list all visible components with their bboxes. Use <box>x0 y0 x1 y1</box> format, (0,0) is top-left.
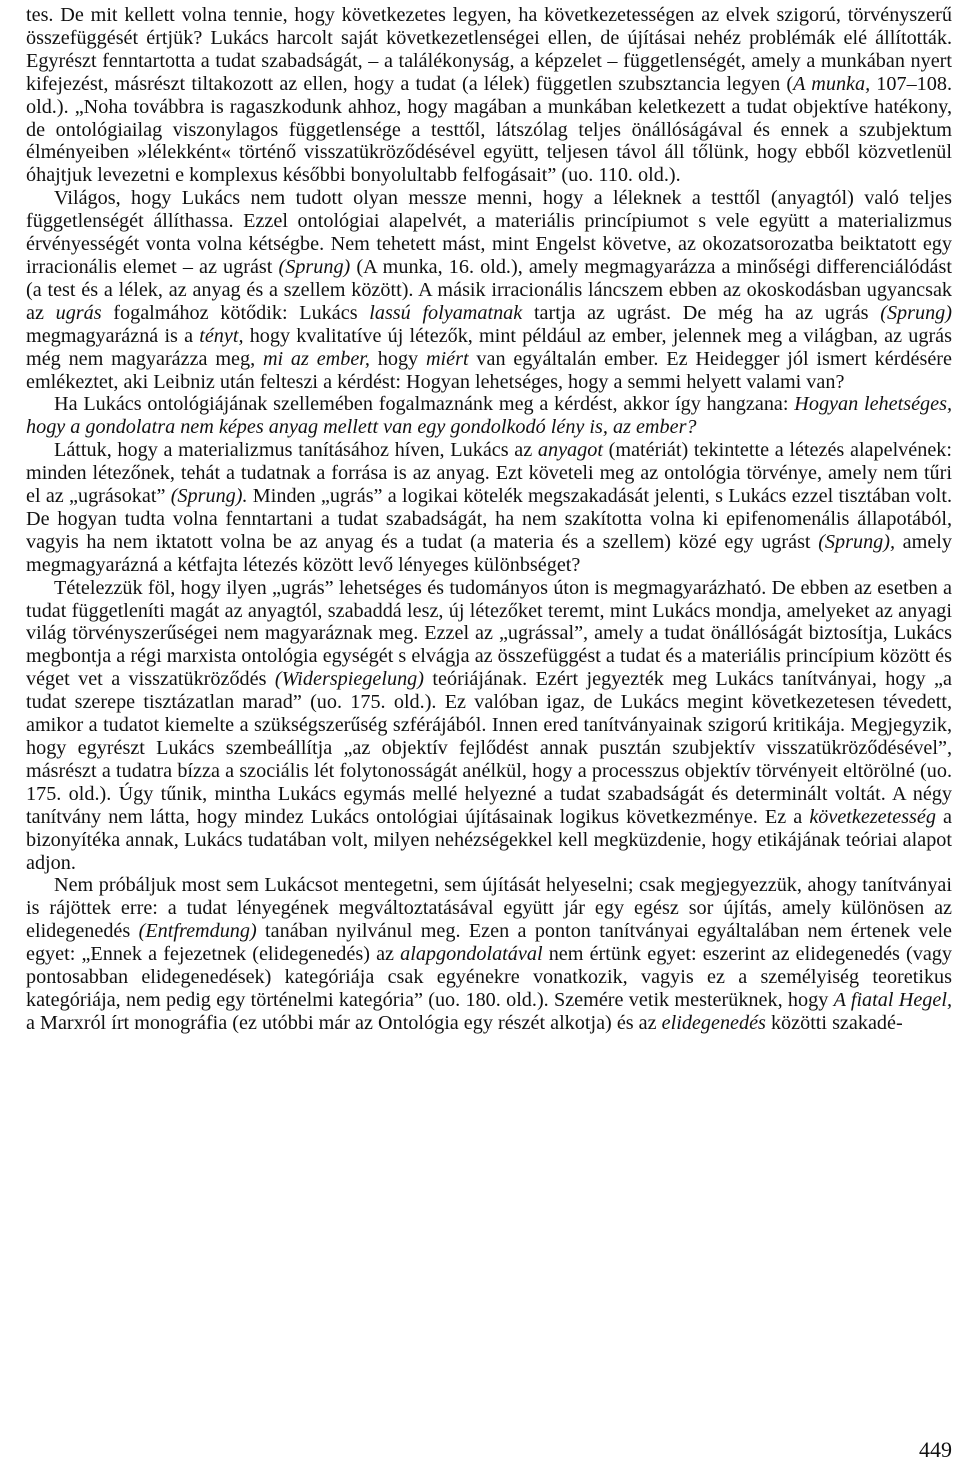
paragraph <box>26 393 952 439</box>
text-run: teóriájának. Ezért jegyezték meg Lukács tanítványai, hogy „a tudat szerepe tisztázatlan marad” (uo. 175. old.). Ez valóban igaz, de Lukács megint következetesen tévedett, amikor a tudatot kiemelte a szükségszerűség szférájából. Innen ered tanítványainak szigorú kritikája. Megjegyzik, hogy egyrészt Lukács szembeállítja „az objektív fejlődést annak pusztán szubjektív visszatükröződésével”, másrészt a tudatra bízza a szociális lét folytonosságát anélkül, hogy a processzus objektív törvényeit eltörölné (uo. 175. old.). Úgy tűnik, mintha Lukács egymás mellé helyezné a tudat szabadságát és determinált voltát. A négy tanítvány nem látta, hogy mindez Lukács ontológiai újításainak logikus következménye. Ez a <box>26 668 952 828</box>
paragraph <box>26 874 952 1034</box>
italic-text: Hogyan lehetséges, hogy a gondolatra nem képes anyag mellett van egy gondolkodó lény is, az ember? <box>26 393 952 439</box>
italic-text: ugrás <box>55 301 102 324</box>
italic-text: A fiatal Hegel, <box>833 988 952 1011</box>
text-run: megmagyarázná is a <box>26 324 200 347</box>
text-run: fogalmához kötődik: Lukács <box>101 301 370 324</box>
italic-text: lassú folyamatnak <box>369 301 523 324</box>
italic-text: alapgondolatával <box>400 943 543 966</box>
italic-text: mi az ember, <box>262 347 370 370</box>
text-run: hogy <box>369 347 426 370</box>
paragraph <box>26 4 952 187</box>
italic-text: anyagot <box>537 439 603 462</box>
italic-text: (Sprung) <box>880 301 952 324</box>
text-run: tes. De mit kellett volna tennie, hogy következetes legyen, ha következetességen az elvek szigorú, törvényszerű összefüggését értjük? Lukács harcolt saját következetlenségei ellen, de újításai nehéz problémák elé állították. Egyrészt fenntartotta a tudat szabadságát, – a találékonyság, a képzelet – függetlenségét, amely a munkában nyert kifejezést, másrészt tiltakozott az ellen, hogy a tudat (a lélek) független szubsztancia legyen ( <box>26 4 952 95</box>
paragraph <box>26 187 952 393</box>
text-run: Ha Lukács ontológiájának szellemében fogalmaznánk meg a kérdést, akkor így hangzana: <box>54 393 795 416</box>
paragraph <box>26 577 952 875</box>
italic-text: (Sprung) <box>278 255 351 278</box>
text-run: a Marxról írt monográfia (ez utóbbi már az Ontológia egy részét alkotja) és az <box>26 1011 662 1034</box>
text-run: Tételezzük föl, hogy ilyen „ugrás” lehetséges és tudományos úton is megmagyarázható. De ebben az esetben a tudat függetleníti magát az anyagtól, szabaddá lesz, új létezőket teremt, mint Lukács mondja, amelyeket az anyagi világ törvényszerűségei nem magyaráznak meg. Ezzel az „ugrással”, amely a tudat önállóságát biztosítja, Lukács megbontja a régi marxista ontológia egységét s elvágja az összefüggést a tudat és a materiális princípium között és véget vet a visszatükröződés <box>26 576 952 691</box>
text-run: Minden „ugrás” a logikai kötelék megszakadását jelenti, s Lukács ezzel tisztában volt. De hogyan tudta volna fenntartani a tudat szabadságát, ha nem szakította volna ki epifenomenális állapotából, vagyis ha nem iktatott volna be az anyag és a tudat (a materia és a szellem) közé egy ugrást <box>26 485 952 553</box>
italic-text: A munka, <box>793 72 871 95</box>
text-run: (matériát) tekintette a létezés alapelvének: minden létezőnek, tehát a tudatnak a forrása is az anyag. Ezt követeli meg az ontológia törvénye, amely nem tűri el az „ugrásokat” <box>26 439 952 508</box>
text-run: (A munka, 16. old.), amely megmagyarázza a minőségi differenciálódást (a test és a lélek, az anyag és a szellem között). A másik irracionális láncszem ebben az okoskodásban ugyancsak az <box>26 255 952 324</box>
italic-text: (Widerspiegelung) <box>274 668 425 691</box>
text-run: nem értünk egyet: eszerint az elidegenedés (vagy pontosabban elidegenedések) kategóriája csak egyénekre vonatkozik, vagyis ez a személyiség teoretikus kategóriája, nem pedig egy történelmi kategória” (uo. 180. old.). Szemére vetik mesterüknek, hogy <box>26 943 952 1011</box>
page-text <box>26 4 952 1035</box>
text-run: Láttuk, hogy a materializmus tanításához híven, Lukács az <box>54 439 538 462</box>
text-run: hogy kvalitatíve új létezők, mint például az ember, jelennek meg a világban, az ugrás még nem magyarázza meg, <box>26 324 952 370</box>
text-run: Világos, hogy Lukács nem tudott olyan messze menni, hogy a léleknek a testtől (anyagtól) való teljes függetlenségét állíthassa. Ezzel ontológiai alapelvét, a materiális princípiumot s vele együtt a materializmus érvényességét vonta volna kétségbe. Nem tehetett mást, mint Engelst követve, az okozatsorozatba beiktatott egy irracionális elemet – az ugrást <box>26 187 952 278</box>
italic-text: (Sprung). <box>170 485 248 508</box>
italic-text: tényt, <box>199 324 244 347</box>
text-run: a bizonyítéka annak, Lukács tudatában volt, milyen nehézségekkel kell megküzdenie, hogy etikájának teóriai alapot adjon. <box>26 805 952 874</box>
italic-text: következetesség <box>809 805 936 828</box>
italic-text: miért <box>425 347 469 370</box>
page-number: 449 <box>919 1437 952 1462</box>
text-run: közötti szakadé- <box>765 1011 903 1034</box>
text-run: tanában nyilvánul meg. Ezen a ponton tanítványai egyáltalában nem értenek vele egyet: „Ennek a fejezetnek (elidegenedés) az <box>26 920 953 966</box>
paragraph <box>26 439 952 576</box>
text-run: tartja az ugrást. De még ha az ugrás <box>522 301 881 324</box>
text-run: amely megmagyarázná a kétfajta létezés között levő lényeges különbséget? <box>26 530 953 576</box>
text-run: van egyáltalán ember. Ez Heidegger jól ismert kérdésére emlékeztet, aki Leibniz után felteszi a kérdést: Hogyan lehetséges, hogy a semmi helyett valami van? <box>26 347 952 393</box>
italic-text: (Sprung), <box>818 530 896 553</box>
text-run: Nem próbáljuk most sem Lukácsot mentegetni, sem újítását helyeselni; csak megjegyezzük, ahogy tanítványai is rájöttek erre: a tudat lényegének megváltoztatásával együtt jár egy egész sor újítás, amely különösen az elidegenedés <box>26 874 952 943</box>
italic-text: (Entfremdung) <box>138 920 257 943</box>
text-run: 107–108. old.). „Noha továbbra is ragaszkodunk ahhoz, hogy magában a munkában keletkezett a tudat objektíve hatékony, de ontológiailag viszonylagos függetlensége a testtől, látszólag teljes önállóságával és ennek a szubjektum élményeiben »lélekként« történő visszatükröződésével együtt, teljesen távol áll tőlünk, hogy ebből közvetlenül óhajtjuk levezetni e komplexus későbbi bonyolultabb felfogásait” (uo. 110. old.). <box>26 72 953 187</box>
italic-text: elidegenedés <box>661 1011 766 1034</box>
